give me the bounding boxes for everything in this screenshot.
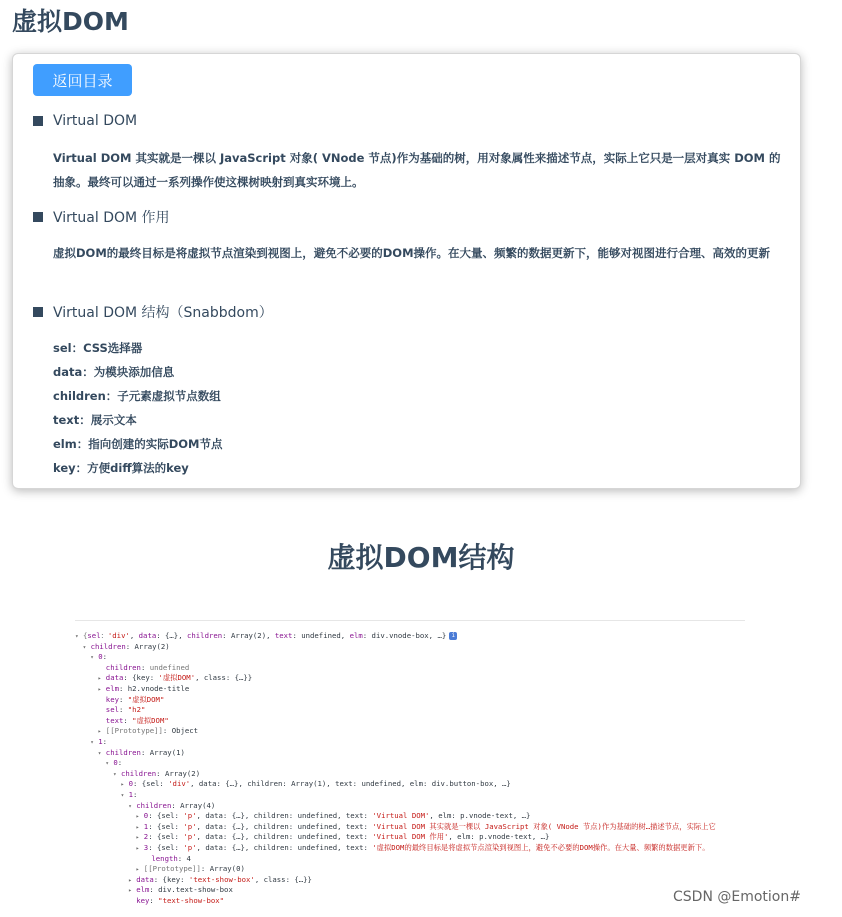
- console-token: : {…},: [156, 631, 187, 640]
- console-token: "h2": [127, 705, 146, 715]
- console-token: key: [105, 694, 119, 704]
- console-token: 1: [143, 821, 149, 831]
- console-line: [98, 705, 146, 716]
- console-token: : {sel:: [133, 779, 169, 789]
- console-line[interactable]: [136, 811, 531, 822]
- collapse-arrow-icon[interactable]: ▸: [135, 813, 140, 821]
- console-token: children: [105, 662, 141, 672]
- console-token: , data: {…}, children: Array(1), text: undefined, elm: div.button-box, …}: [190, 779, 511, 789]
- console-line[interactable]: [90, 737, 107, 748]
- console-token: 'Virtual DOM 作用': [372, 832, 449, 842]
- section-title: Virtual DOM 结构（Snabbdom）: [53, 305, 273, 321]
- back-to-contents-button[interactable]: 返回目录: [33, 64, 132, 96]
- collapse-arrow-icon[interactable]: ▸: [97, 675, 102, 683]
- devtools-console-output: [75, 620, 745, 917]
- console-token: elm: [105, 684, 119, 693]
- console-token: 3: [143, 843, 149, 852]
- console-token: 1: [98, 737, 103, 746]
- console-line[interactable]: [98, 748, 185, 759]
- console-line[interactable]: [128, 801, 215, 812]
- console-token: : Array(2),: [222, 631, 275, 640]
- console-token: , data: {…}, children: undefined, text:: [196, 832, 373, 842]
- expand-arrow-icon[interactable]: ▾: [90, 739, 94, 746]
- collapse-arrow-icon[interactable]: ▸: [97, 686, 102, 693]
- console-token: :: [117, 758, 123, 768]
- console-token: elm: [136, 885, 150, 895]
- page-title: 虚拟DOM: [12, 7, 129, 36]
- console-token: : undefined,: [292, 631, 350, 640]
- console-token: 'p': [183, 821, 197, 831]
- section-title: Virtual DOM 作用: [53, 210, 170, 226]
- console-token: '虚拟DOM': [158, 673, 196, 683]
- content-card: [12, 53, 801, 489]
- console-token: :: [140, 662, 150, 672]
- console-token: 'text-show-box': [188, 874, 255, 884]
- console-token: : 4: [177, 853, 191, 863]
- console-token: 'div': [107, 631, 130, 640]
- console-token: 2: [143, 832, 149, 842]
- console-line[interactable]: [121, 779, 511, 790]
- square-bullet-icon: [33, 116, 43, 126]
- console-token: data: [136, 874, 154, 884]
- expand-arrow-icon[interactable]: ▾: [128, 802, 132, 810]
- console-line[interactable]: [136, 864, 245, 875]
- console-line[interactable]: [121, 790, 138, 801]
- console-token: ,: [129, 631, 139, 640]
- console-token: :: [118, 694, 128, 704]
- console-token: :: [133, 790, 138, 799]
- console-token: : {sel:: [148, 811, 184, 821]
- expand-arrow-icon[interactable]: ▾: [90, 654, 94, 662]
- console-line[interactable]: [136, 832, 550, 843]
- console-token: , class: {…}}: [195, 673, 253, 683]
- expand-arrow-icon[interactable]: ▾: [105, 760, 110, 768]
- console-token: [[Prototype]]: [143, 864, 201, 874]
- console-token: : Object: [162, 726, 199, 736]
- collapse-arrow-icon[interactable]: ▸: [135, 834, 140, 842]
- list-item: sel：CSS选择器: [53, 341, 143, 355]
- expand-arrow-icon[interactable]: ▾: [113, 770, 117, 778]
- console-line[interactable]: [83, 642, 170, 653]
- console-token: :: [123, 715, 133, 725]
- console-token: 'p': [183, 832, 197, 842]
- collapse-arrow-icon[interactable]: ▸: [128, 876, 132, 884]
- console-token: 'Virtual DOM': [372, 811, 430, 821]
- console-token: , elm: p.vnode-text, …}: [429, 811, 531, 821]
- console-token: , elm: p.vnode-text, …}: [448, 832, 550, 842]
- console-token: key: [136, 896, 150, 905]
- console-token: , data: {…}, children: undefined, text:: [196, 843, 373, 852]
- console-token: [[Prototype]]: [105, 726, 163, 736]
- console-token: sel: [87, 631, 101, 640]
- console-token: children: [136, 800, 172, 810]
- console-token: length: [151, 853, 178, 863]
- console-token: children: [90, 641, 126, 651]
- console-line[interactable]: [98, 726, 198, 737]
- console-token: : {sel:: [148, 832, 184, 842]
- console-token: , data: {…}, children: undefined, text:: [196, 811, 373, 821]
- section-heading-virtual-dom: [33, 110, 137, 132]
- console-token: :: [102, 652, 107, 662]
- console-line[interactable]: [75, 631, 457, 642]
- console-token: "虚拟DOM": [127, 694, 165, 704]
- console-token: : div.vnode-box, …}: [362, 631, 447, 640]
- console-token: , class: {…}}: [254, 874, 312, 884]
- list-item: data：为模块添加信息: [53, 365, 175, 379]
- section-heading-virtual-dom-purpose: [33, 206, 170, 228]
- console-line[interactable]: [113, 769, 200, 780]
- section-body: Virtual DOM 其实就是一棵以 JavaScript 对象( VNode 节点)作为基础的树，用对象属性来描述节点，实际上它只是一层对真实 DOM 的抽象。最终可以通过一系列操作使这棵树映射到真实环境上。: [53, 151, 781, 189]
- square-bullet-icon: [33, 307, 43, 317]
- console-line[interactable]: [105, 758, 122, 769]
- console-token: : Array(1): [140, 747, 185, 757]
- expand-arrow-icon[interactable]: ▾: [120, 792, 125, 799]
- console-token: : Array(2): [125, 641, 170, 651]
- console-token: text: [105, 715, 124, 725]
- console-line[interactable]: [136, 843, 710, 854]
- console-line: [143, 854, 191, 865]
- list-item: text：展示文本: [53, 413, 137, 427]
- console-token: "text-show-box": [158, 896, 225, 905]
- console-token: :: [102, 737, 107, 746]
- console-line[interactable]: [128, 875, 312, 886]
- console-token: 0: [113, 758, 118, 768]
- console-line[interactable]: [98, 673, 252, 684]
- console-token: 1: [128, 790, 133, 799]
- console-token: ：: [100, 631, 108, 640]
- list-item: key：方便diff算法的key: [53, 461, 189, 475]
- console-token: :: [118, 705, 128, 715]
- collapse-arrow-icon[interactable]: ▸: [135, 845, 140, 852]
- console-token: :: [149, 896, 159, 905]
- console-token: : {key:: [153, 874, 189, 884]
- console-token: : div.text-show-box: [149, 885, 233, 895]
- console-token: 'div': [168, 779, 191, 789]
- collapse-arrow-icon[interactable]: ▸: [135, 866, 140, 874]
- console-token: 0: [128, 779, 133, 789]
- console-token: : {sel:: [148, 821, 184, 831]
- console-token: undefined: [149, 662, 190, 672]
- section-title: Virtual DOM: [53, 113, 138, 129]
- console-line: [128, 896, 224, 907]
- console-token: {: [83, 631, 88, 640]
- expand-arrow-icon[interactable]: ▾: [97, 749, 102, 757]
- console-line[interactable]: [128, 885, 233, 896]
- collapse-arrow-icon[interactable]: ▸: [135, 823, 140, 831]
- console-token: children: [121, 768, 157, 778]
- console-token: 'p': [183, 811, 197, 821]
- field-list: [53, 336, 223, 480]
- console-line: [98, 716, 169, 727]
- list-item: elm：指向创建的实际DOM节点: [53, 437, 223, 451]
- console-line[interactable]: [136, 822, 716, 833]
- info-icon[interactable]: i: [449, 632, 457, 640]
- console-token: elm: [349, 631, 363, 640]
- console-token: text: [274, 631, 293, 640]
- square-bullet-icon: [33, 212, 43, 222]
- collapse-arrow-icon[interactable]: ▸: [128, 887, 132, 895]
- console-token: children: [187, 631, 223, 640]
- console-token: sel: [105, 705, 119, 715]
- console-token: : h2.vnode-title: [118, 684, 190, 693]
- console-token: children: [105, 747, 141, 757]
- console-token: : {sel:: [148, 843, 184, 852]
- console-token: 'p': [183, 843, 197, 852]
- expand-arrow-icon[interactable]: ▾: [75, 633, 79, 640]
- console-line: [98, 695, 165, 706]
- console-token: '虚拟DOM的最终目标是将虚拟节点渲染到视图上，避免不必要的DOM操作。在大量、频繁的数据更新下。: [372, 843, 710, 852]
- expand-arrow-icon[interactable]: ▾: [82, 643, 87, 651]
- console-token: , data: {…}, children: undefined, text:: [196, 821, 373, 831]
- console-token: "虚拟DOM": [132, 715, 169, 725]
- section-heading-virtual-dom-structure: [33, 301, 273, 323]
- console-token: : {key:: [123, 673, 159, 683]
- watermark: CSDN @Emotion#: [673, 889, 801, 905]
- console-line: [98, 663, 190, 674]
- console-token: 0: [98, 652, 103, 662]
- console-token: : Array(0): [200, 864, 245, 874]
- section-body: 虚拟DOM的最终目标是将虚拟节点渲染到视图上，避免不必要的DOM操作。在大量、频繁的数据更新下，能够对视图进行合理、高效的更新: [53, 246, 771, 260]
- console-token: 0: [143, 811, 149, 821]
- console-token: data: [105, 673, 124, 683]
- console-token: 'Virtual DOM 其实就是一棵以 JavaScript 对象( VNode 节点)作为基础的树…描述节点，实际上它: [372, 821, 716, 831]
- list-item: children：子元素虚拟节点数组: [53, 389, 221, 403]
- collapse-arrow-icon[interactable]: ▸: [97, 728, 102, 736]
- collapse-arrow-icon[interactable]: ▸: [120, 781, 125, 789]
- console-token: : Array(2): [156, 768, 201, 778]
- console-token: : Array(4): [171, 800, 216, 810]
- console-line[interactable]: [90, 652, 107, 663]
- structure-title: 虚拟DOM结构: [327, 541, 515, 574]
- console-line[interactable]: [98, 684, 189, 695]
- console-token: data: [138, 631, 157, 640]
